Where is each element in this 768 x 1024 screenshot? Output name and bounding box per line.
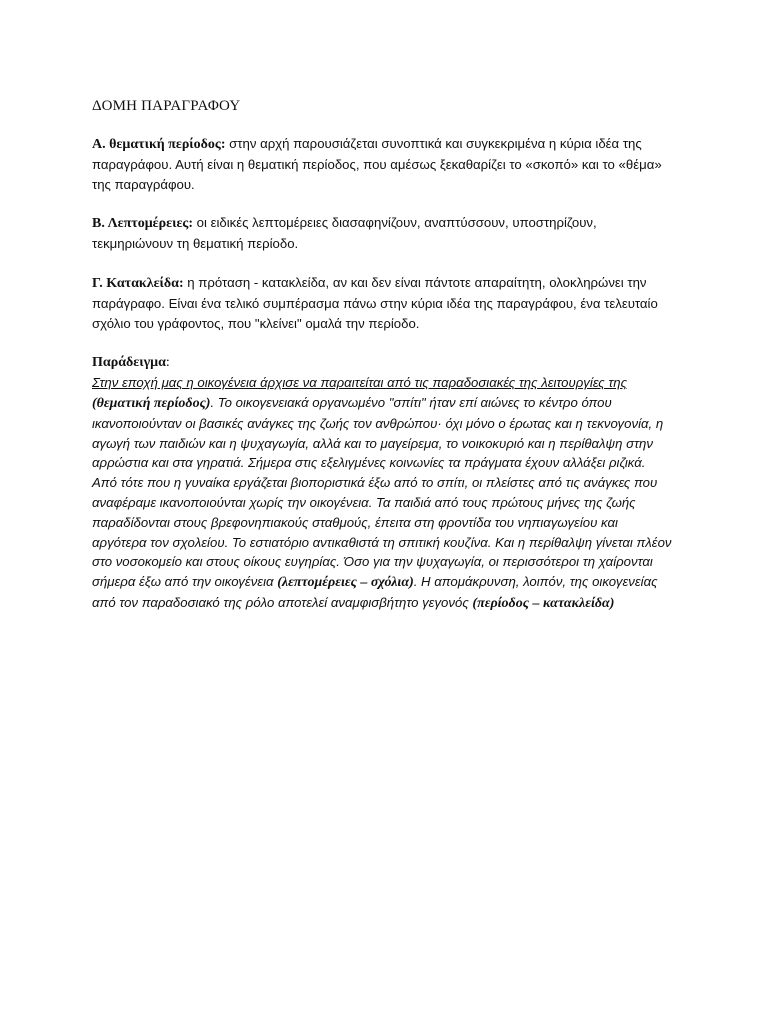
section-conclusion [92,273,672,333]
example-label-conclusion: (περίοδος – κατακλείδα) [472,595,615,611]
example-heading-colon: : [165,355,170,371]
section-text: οι ειδικές λεπτομέρειες διασαφηνίζουν, αναπτύσσουν, υποστηρίζουν, τεκμηριώνουν τη θεματική περίοδο. [92,215,597,252]
example-heading-line [92,352,672,373]
example-heading: Παράδειγμα [92,355,166,371]
example-paragraph [92,373,672,614]
section-text: στην αρχή παρουσιάζεται συνοπτικά και συγκεκριμένα η κύρια ιδέα της παραγράφου. Αυτή είναι η θεματική περίοδος, που αμέσως ξεκαθαρίζει το «σκοπό» και το «θέμα» της παραγράφου. [92,136,662,192]
example-label-thematic: (θεματική περίοδος) [92,395,211,411]
example-body-details: . Το οικογενειακά οργανωμένο "σπίτι" ήταν επί αιώνες το κέντρο όπου ικανοποιούνταν οι βασικές ανάγκες της ζωής τον ανθρώπου· όχι μόνο ο έρωτας και η τεκνογονία, η αγωγή των παιδιών και η ψυχαγωγία, αλλά και το μαγείρεμα, το νοικοκυριό και η περίθαλψη στην αρρώστια και στα γηρατιά. Σήμερα στις εξελιγμένες κοινωνίες τα πράγματα έχουν αλλάξει ριζικά. Από τότε που η γυναίκα εργάζεται βιοποριστικά έξω από το σπίτι, οι πλείστες από τις ανάγκες που αναφέραμε ικανοποιούνται χωρίς την οικογένεια. Τα παιδιά από τους πρώτους μήνες της ζωής παραδίδονται στους βρεφονηπιακούς σταθμούς, έπειτα στη φροντίδα του νηπιαγωγείου και αργότερα τον σχολείου. Το εστιατόριο αντικαθιστά τη σπιτική κουζίνα. Και η περίθαλψη γίνεται πλέον στο νοσοκομείο και στους οίκους ευγηρίας. Όσο για την ψυχαγωγία, οι περισσότεροι τη χαίρονται σήμερα έξω από την οικογένεια [92,394,672,590]
example-thematic-sentence: Στην εποχή μας η οικογένεια άρχισε να παραιτείται από τις παραδοσιακές της λειτουργίες της [92,375,628,391]
section-lead: Β. Λεπτομέρειες: [92,216,193,232]
section-details [92,213,672,254]
section-text: η πρόταση - κατακλείδα, αν και δεν είναι πάντοτε απαραίτητη, ολοκληρώνει την παράγραφο. Είναι ένα τελικό συμπέρασμα πάνω στην κύρια ιδέα της παραγράφου, ένα τελευταίο σχόλιο του γράφοντος, που "κλείνει" ομαλά την περίοδο. [92,274,658,331]
document-title: ΔΟΜΗ ΠΑΡΑΓΡΑΦΟΥ [92,98,241,114]
section-thematic-sentence [92,134,672,194]
section-lead: Α. θεματική περίοδος: [92,137,226,152]
example-body-conclusion: . Η απομάκρυνση, λοιπόν, της οικογενείας από τον παραδοσιακό της ρόλο αποτελεί αναμφισβήτητο γεγονός [92,574,658,610]
section-lead: Γ. Κατακλείδα: [92,275,184,291]
example-label-details: (λεπτομέρειες – σχόλια) [277,575,414,591]
